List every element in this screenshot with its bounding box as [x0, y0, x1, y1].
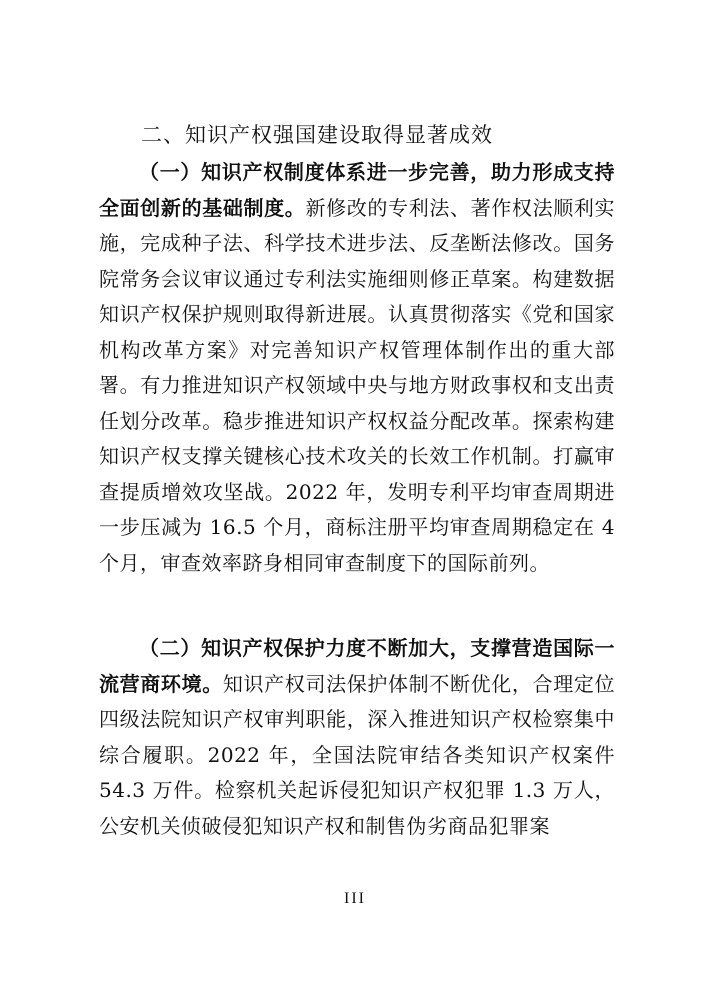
paragraph-2-lead: （二）知识产权保护力度不断加大，支撑营造国际一流营商环境。 [99, 636, 615, 696]
page-number: III [344, 890, 366, 907]
paragraph-2-body: 知识产权司法保护体制不断优化，合理定位四级法院知识产权审判职能，深入推进知识产权检察集中综合履职。2022 年，全国法院审结各类知识产权案件 54.3 万件。检察机关起诉侵犯知识产权犯罪 1.3 万人，公安机关侦破侵犯知识产权和制售伪劣商品犯罪案 [99, 671, 615, 838]
paragraph-1-body: 新修改的专利法、著作权法顺利实施，完成种子法、科学技术进步法、反垄断法修改。国务院常务会议审议通过专利法实施细则修正草案。构建数据知识产权保护规则取得新进展。认真贯彻落实《党和国家机构改革方案》对完善知识产权管理体制作出的重大部署。有力推进知识产权领域中央与地方财政事权和支出责任划分改革。稳步推进知识产权权益分配改革。探索构建知识产权支撑关键核心技术攻关的长效工作机制。打赢审查提质增效攻坚战。2022 年，发明专利平均审查周期进一步压减为 16.5 个月，商标注册平均审查周期稳定在 4 个月，审查效率跻身相同审查制度下的国际前列。 [99, 195, 616, 575]
section-heading: 二、知识产权强国建设取得显著成效 [141, 123, 493, 147]
paragraph-1 [99, 155, 615, 581]
paragraph-1-lead: （一）知识产权制度体系进一步完善，助力形成支持全面创新的基础制度。 [99, 160, 615, 220]
paragraph-2 [99, 631, 615, 844]
